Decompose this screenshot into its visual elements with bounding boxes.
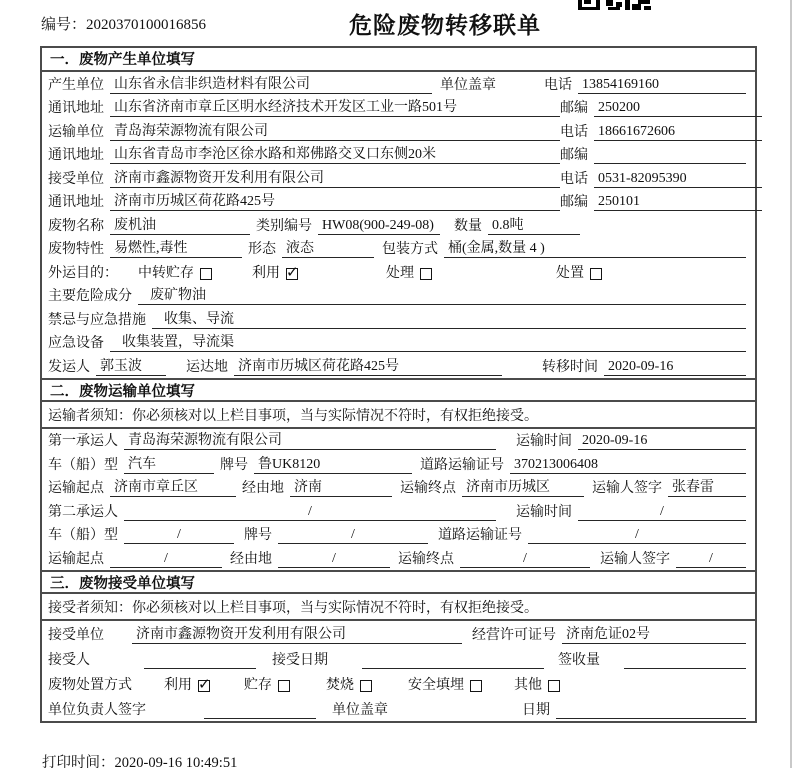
- waste-name-row: [42, 213, 755, 237]
- page-edge-line: [790, 0, 792, 768]
- print-time-label: 打印时间：: [42, 755, 115, 768]
- vehicle1-label: 车（船）型: [48, 457, 118, 473]
- disposal-incinerate-label: 焚烧: [326, 677, 354, 693]
- receive-unit-value: 济南市鑫源物资开发利用有限公司: [132, 623, 462, 644]
- end1-value: 济南市历城区: [462, 476, 584, 497]
- form-value: 液态: [282, 237, 374, 258]
- received-amount-value: [624, 652, 746, 669]
- hazard-value: 废矿物油: [138, 284, 746, 305]
- plate1-label: 牌号: [220, 457, 248, 473]
- qr-code-fragment-icon: [578, 0, 652, 10]
- manifest-form: [40, 46, 757, 723]
- purpose-option-dispose-label: 处置: [556, 265, 584, 281]
- purpose-dispose-checkbox: [590, 268, 602, 280]
- receiver-seal-label: 单位盖章: [332, 702, 388, 718]
- zip-label-1: 邮编: [560, 101, 588, 116]
- consignor-label: 发运人: [48, 359, 90, 375]
- purpose-row: [42, 260, 755, 284]
- unit-seal-label: 单位盖章: [440, 77, 496, 93]
- equipment-label: 应急设备: [48, 336, 104, 351]
- receive-unit-row: [42, 621, 755, 646]
- carrier2-row: [42, 499, 755, 523]
- receive-person-value: [144, 652, 256, 669]
- section2-header: 二．废物运输单位填写: [42, 378, 755, 402]
- receiver-value: 济南市鑫源物资开发利用有限公司: [110, 167, 560, 188]
- address-value-2: 山东省青岛市李沧区徐水路和郑佛路交叉口东侧20米: [110, 143, 560, 164]
- disposal-use-checkbox: [198, 680, 210, 692]
- disposal-landfill-checkbox: [470, 680, 482, 692]
- origin1-value: 济南市章丘区: [110, 476, 236, 497]
- receiver-label: 接受单位: [48, 171, 104, 187]
- route1-row: [42, 476, 755, 500]
- consignor-value: 郭玉波: [96, 355, 166, 376]
- transfer-date-value: 2020-09-16: [604, 359, 746, 376]
- taboo-label: 禁忌与应急措施: [48, 312, 146, 328]
- character-value: 易燃性,毒性: [110, 237, 242, 258]
- license1-label: 道路运输证号: [420, 457, 504, 473]
- plate2-label: 牌号: [244, 528, 272, 543]
- end2-value: /: [460, 551, 590, 568]
- packing-label: 包装方式: [382, 242, 438, 257]
- carrier2-value: /: [124, 504, 496, 521]
- receive-date2-label: 日期: [522, 702, 550, 718]
- receive-person-label: 接受人: [48, 652, 90, 668]
- sign2-label: 运输人签字: [600, 551, 670, 567]
- section1-header: 一．废物产生单位填写: [42, 48, 755, 72]
- license1-value: 370213006408: [510, 457, 746, 474]
- receive-date-value: [362, 652, 544, 669]
- vehicle1-row: [42, 452, 755, 476]
- phone-value-1: 13854169160: [578, 77, 746, 94]
- receive-unit-label: 接受单位: [48, 627, 104, 643]
- zip-label-3: 邮编: [560, 195, 588, 210]
- received-amount-label: 签收量: [558, 652, 600, 668]
- disposal-landfill-label: 安全填埋: [408, 677, 464, 693]
- quantity-value: 0.8吨: [488, 214, 580, 235]
- equipment-row: [42, 331, 755, 355]
- transport-time2-label: 运输时间: [516, 504, 572, 520]
- disposal-method-label: 废物处置方式: [48, 677, 132, 693]
- vehicle2-row: [42, 523, 755, 547]
- transport-time1-label: 运输时间: [516, 434, 572, 449]
- waste-name-value: 废机油: [110, 214, 250, 235]
- plate2-value: /: [278, 527, 428, 544]
- phone-label-2: 电话: [560, 124, 588, 140]
- disposal-other-checkbox: [548, 680, 560, 692]
- transporter-label: 运输单位: [48, 124, 104, 140]
- transporter-notice: 运输者须知：你必须核对以上栏目事项，当与实际情况不符时，有权拒绝接受。: [42, 402, 755, 429]
- phone-label-1: 电话: [544, 77, 572, 93]
- producer-row: [42, 72, 755, 96]
- vehicle1-value: 汽车: [124, 453, 214, 474]
- disposal-other-label: 其他: [514, 677, 542, 693]
- receive-date-label: 接受日期: [272, 652, 328, 668]
- phone-value-2: 18661672606: [594, 124, 762, 141]
- zip-label-2: 邮编: [560, 148, 588, 163]
- disposal-storage-checkbox: [278, 680, 290, 692]
- purpose-storage-checkbox: [200, 268, 212, 280]
- carrier1-row: [42, 429, 755, 453]
- receive-date2-value: [556, 702, 746, 719]
- destination-value: 济南市历城区荷花路425号: [234, 355, 502, 376]
- via1-label: 经由地: [242, 481, 284, 496]
- vehicle2-value: /: [124, 527, 234, 544]
- address-label-3: 通讯地址: [48, 195, 104, 210]
- purpose-option-use-label: 利用: [252, 265, 280, 281]
- sign1-value: 张春雷: [668, 476, 746, 497]
- transport-time2-value: /: [578, 504, 746, 521]
- plate1-value: 鲁UK8120: [254, 453, 412, 474]
- destination-label: 运达地: [186, 359, 228, 375]
- license2-value: /: [528, 527, 746, 544]
- carrier2-label: 第二承运人: [48, 504, 118, 520]
- permit-label: 经营许可证号: [472, 627, 556, 643]
- producer-label: 产生单位: [48, 77, 104, 93]
- manager-sign-label: 单位负责人签字: [48, 702, 146, 718]
- producer-address-row: [42, 96, 755, 120]
- category-value: HW08(900-249-08): [318, 218, 440, 235]
- carrier1-label: 第一承运人: [48, 434, 118, 449]
- origin2-label: 运输起点: [48, 551, 104, 567]
- waste-name-label: 废物名称: [48, 218, 104, 234]
- phone-value-3: 0531-82095390: [594, 171, 762, 188]
- manager-sign-row: [42, 696, 755, 721]
- form-label: 形态: [248, 242, 276, 257]
- end1-label: 运输终点: [400, 481, 456, 496]
- packing-value: 桶(金属,数量 4 ): [444, 237, 746, 258]
- page-title: 危险废物转移联单: [349, 13, 541, 38]
- disposal-incinerate-checkbox: [360, 680, 372, 692]
- address-value-1: 山东省济南市章丘区明水经济技术开发区工业一路501号: [110, 96, 560, 117]
- purpose-option-treat-label: 处理: [386, 265, 414, 281]
- taboo-value: 收集、导流: [152, 308, 746, 329]
- receiver-notice: 接受者须知：你必须核对以上栏目事项，当与实际情况不符时，有权拒绝接受。: [42, 594, 755, 621]
- via1-value: 济南: [290, 476, 392, 497]
- section3-header: 三．废物接受单位填写: [42, 570, 755, 594]
- taboo-row: [42, 307, 755, 331]
- purpose-treat-checkbox: [420, 268, 432, 280]
- origin1-label: 运输起点: [48, 481, 104, 496]
- disposal-method-row: [42, 671, 755, 696]
- via2-value: /: [278, 551, 390, 568]
- zip-value-3: 250101: [594, 194, 762, 211]
- sign1-label: 运输人签字: [592, 481, 662, 496]
- category-label: 类别编号: [256, 218, 312, 234]
- end2-label: 运输终点: [398, 551, 454, 567]
- transfer-date-label: 转移时间: [542, 359, 598, 375]
- transporter-row: [42, 119, 755, 143]
- receiver-address-row: [42, 190, 755, 214]
- producer-value: 山东省永信非织造材料有限公司: [110, 73, 432, 94]
- permit-value: 济南危证02号: [562, 623, 746, 644]
- purpose-option-storage-label: 中转贮存: [138, 265, 194, 281]
- via2-label: 经由地: [230, 551, 272, 567]
- address-label-2: 通讯地址: [48, 148, 104, 163]
- consignor-row: [42, 354, 755, 378]
- receiver-row: [42, 166, 755, 190]
- sign2-value: /: [676, 551, 746, 568]
- serial-value: 2020370100016856: [86, 17, 207, 33]
- zip-value-2: [594, 147, 746, 164]
- purpose-label: 外运目的：: [48, 265, 118, 281]
- print-time-value: 2020-09-16 10:49:51: [114, 755, 238, 768]
- vehicle2-label: 车（船）型: [48, 528, 118, 543]
- carrier1-value: 青岛海荣源物流有限公司: [124, 429, 496, 450]
- equipment-value: 收集装置，导流渠: [110, 331, 746, 352]
- disposal-storage-label: 贮存: [244, 677, 272, 693]
- purpose-use-checkbox: [286, 268, 298, 280]
- manager-sign-value: [204, 702, 316, 719]
- serial-label: 编号：: [41, 17, 87, 33]
- disposal-use-label: 利用: [164, 677, 192, 693]
- character-label: 废物特性: [48, 242, 104, 257]
- transporter-value: 青岛海荣源物流有限公司: [110, 120, 560, 141]
- hazard-label: 主要危险成分: [48, 289, 132, 304]
- print-time: [42, 751, 237, 768]
- route2-row: [42, 546, 755, 570]
- zip-value-1: 250200: [594, 100, 762, 117]
- hazard-row: [42, 284, 755, 308]
- transport-time1-value: 2020-09-16: [578, 433, 746, 450]
- waste-character-row: [42, 237, 755, 261]
- address-label-1: 通讯地址: [48, 101, 104, 116]
- quantity-label: 数量: [454, 218, 482, 234]
- origin2-value: /: [110, 551, 222, 568]
- transporter-address-row: [42, 143, 755, 167]
- license2-label: 道路运输证号: [438, 528, 522, 543]
- receive-person-row: [42, 646, 755, 671]
- phone-label-3: 电话: [560, 171, 588, 187]
- address-value-3: 济南市历城区荷花路425号: [110, 190, 560, 211]
